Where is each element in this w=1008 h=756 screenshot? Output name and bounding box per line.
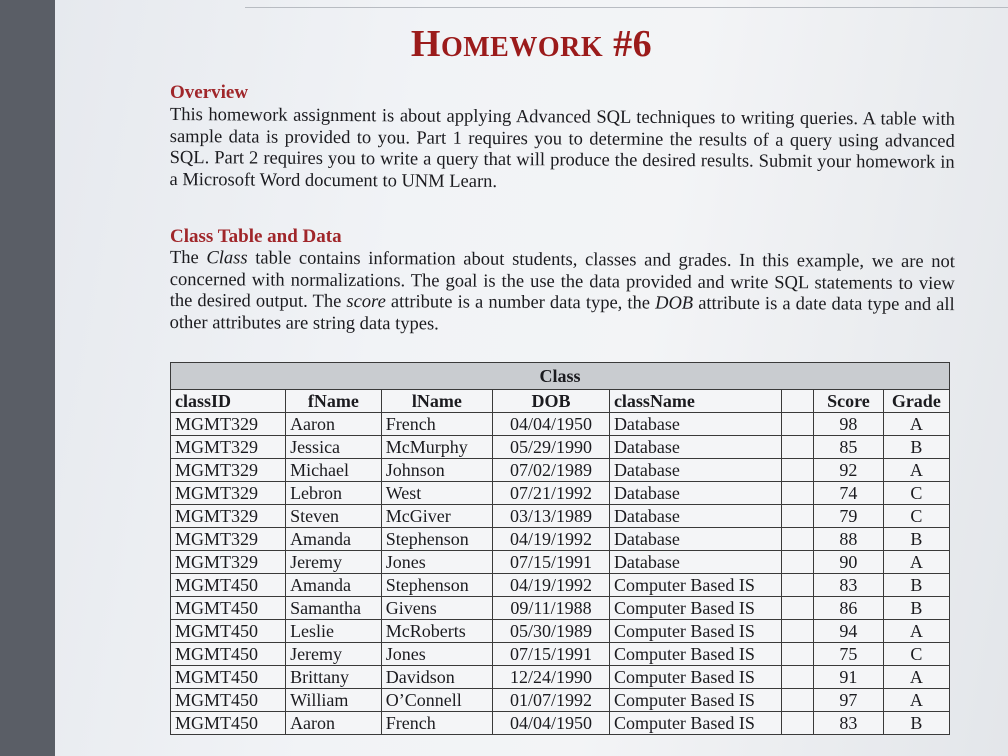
- cell-fname: Aaron: [286, 413, 382, 436]
- cell-dob: 12/24/1990: [493, 666, 610, 689]
- cell-lname: Jones: [381, 643, 492, 666]
- cell-lname: Stephenson: [381, 574, 492, 597]
- cell-classid: MGMT329: [171, 505, 286, 528]
- cell-gap: [782, 666, 814, 689]
- cell-dob: 04/19/1992: [493, 528, 610, 551]
- cell-classname: Database: [609, 459, 781, 482]
- cell-lname: Stephenson: [381, 528, 492, 551]
- cell-dob: 07/02/1989: [493, 459, 610, 482]
- cell-lname: McRoberts: [381, 620, 492, 643]
- cell-classname: Database: [609, 528, 781, 551]
- cell-dob: 05/29/1990: [493, 436, 610, 459]
- cell-lname: Jones: [381, 551, 492, 574]
- header-gap: [782, 390, 814, 413]
- cell-grade: A: [883, 689, 949, 712]
- class-table-heading: Class Table and Data: [170, 226, 342, 247]
- cell-classname: Computer Based IS: [609, 712, 781, 735]
- cell-fname: Amanda: [286, 528, 382, 551]
- cell-lname: French: [381, 413, 492, 436]
- table-body: [171, 413, 950, 735]
- table-row: [171, 574, 950, 597]
- cell-grade: A: [883, 620, 949, 643]
- header-score: Score: [814, 390, 884, 413]
- cell-classid: MGMT450: [171, 574, 286, 597]
- cell-classid: MGMT450: [171, 643, 286, 666]
- cell-score: 74: [814, 482, 884, 505]
- cell-classid: MGMT329: [171, 482, 286, 505]
- cell-grade: B: [883, 712, 949, 735]
- cell-score: 83: [814, 574, 884, 597]
- cell-dob: 04/04/1950: [493, 712, 610, 735]
- cell-dob: 09/11/1988: [493, 597, 610, 620]
- cell-classid: MGMT450: [171, 620, 286, 643]
- cell-classname: Database: [609, 551, 781, 574]
- cell-fname: Michael: [286, 459, 382, 482]
- table-row: [171, 459, 950, 482]
- cell-classid: MGMT329: [171, 528, 286, 551]
- cell-classid: MGMT329: [171, 551, 286, 574]
- cell-lname: Johnson: [381, 459, 492, 482]
- table-row: [171, 482, 950, 505]
- table-row: [171, 597, 950, 620]
- table-row: [171, 528, 950, 551]
- cell-fname: Steven: [286, 505, 382, 528]
- table-banner: Class: [171, 363, 950, 390]
- cell-gap: [782, 436, 814, 459]
- cell-gap: [782, 413, 814, 436]
- cell-classname: Computer Based IS: [609, 620, 781, 643]
- table-row: [171, 712, 950, 735]
- cell-score: 79: [814, 505, 884, 528]
- cell-gap: [782, 712, 814, 735]
- cell-gap: [782, 620, 814, 643]
- cell-lname: McMurphy: [381, 436, 492, 459]
- cell-gap: [782, 689, 814, 712]
- table-row: [171, 643, 950, 666]
- class-table: [170, 362, 950, 735]
- cell-score: 91: [814, 666, 884, 689]
- cell-fname: Brittany: [286, 666, 382, 689]
- cell-classid: MGMT329: [171, 413, 286, 436]
- cell-score: 75: [814, 643, 884, 666]
- header-classname: className: [609, 390, 781, 413]
- title-initial: H: [410, 23, 441, 65]
- top-rule: [245, 7, 1008, 8]
- cell-lname: French: [381, 712, 492, 735]
- cell-classname: Computer Based IS: [609, 597, 781, 620]
- cell-fname: Amanda: [286, 574, 382, 597]
- cell-gap: [782, 505, 814, 528]
- cell-lname: Davidson: [381, 666, 492, 689]
- document-page: [55, 0, 1008, 756]
- cell-dob: 03/13/1989: [493, 505, 610, 528]
- cell-grade: A: [883, 459, 949, 482]
- cell-grade: B: [883, 436, 949, 459]
- header-dob: DOB: [493, 390, 610, 413]
- cell-gap: [782, 643, 814, 666]
- table-row: [171, 551, 950, 574]
- cell-classid: MGMT450: [171, 712, 286, 735]
- cell-classid: MGMT329: [171, 459, 286, 482]
- cell-gap: [782, 459, 814, 482]
- cell-fname: Jeremy: [286, 551, 382, 574]
- header-grade: Grade: [883, 390, 949, 413]
- cell-dob: 07/21/1992: [493, 482, 610, 505]
- cell-dob: 04/19/1992: [493, 574, 610, 597]
- cell-classname: Computer Based IS: [609, 666, 781, 689]
- cell-fname: Jeremy: [286, 643, 382, 666]
- cell-dob: 05/30/1989: [493, 620, 610, 643]
- cell-gap: [782, 551, 814, 574]
- cell-dob: 07/15/1991: [493, 551, 610, 574]
- table-row: [171, 666, 950, 689]
- cell-classname: Database: [609, 413, 781, 436]
- cell-grade: A: [883, 551, 949, 574]
- header-fname: fName: [286, 390, 382, 413]
- class-table-wrapper: [170, 362, 950, 735]
- table-row: [171, 689, 950, 712]
- cell-dob: 04/04/1950: [493, 413, 610, 436]
- overview-heading: Overview: [170, 82, 249, 103]
- cell-grade: B: [883, 528, 949, 551]
- cell-fname: Lebron: [286, 482, 382, 505]
- cell-score: 98: [814, 413, 884, 436]
- cell-grade: C: [883, 505, 949, 528]
- cell-classid: MGMT329: [171, 436, 286, 459]
- cell-lname: West: [381, 482, 492, 505]
- header-classid: classID: [171, 390, 286, 413]
- cell-fname: Samantha: [286, 597, 382, 620]
- title-smallcaps: OMEWORK: [440, 32, 604, 63]
- cell-score: 92: [814, 459, 884, 482]
- cell-score: 83: [814, 712, 884, 735]
- cell-classid: MGMT450: [171, 666, 286, 689]
- header-lname: lName: [381, 390, 492, 413]
- cell-grade: C: [883, 482, 949, 505]
- cell-grade: C: [883, 643, 949, 666]
- table-header-row: [171, 390, 950, 413]
- cell-classid: MGMT450: [171, 597, 286, 620]
- cell-classname: Database: [609, 482, 781, 505]
- cell-lname: McGiver: [381, 505, 492, 528]
- cell-grade: B: [883, 597, 949, 620]
- title-number: #6: [603, 23, 653, 65]
- page-title: [55, 22, 1008, 66]
- cell-dob: 07/15/1991: [493, 643, 610, 666]
- cell-gap: [782, 574, 814, 597]
- table-banner-row: [171, 363, 950, 390]
- cell-gap: [782, 528, 814, 551]
- cell-grade: B: [883, 574, 949, 597]
- cell-grade: A: [883, 666, 949, 689]
- cell-fname: Jessica: [286, 436, 382, 459]
- cell-classname: Database: [609, 436, 781, 459]
- table-row: [171, 436, 950, 459]
- cell-score: 85: [814, 436, 884, 459]
- cell-score: 88: [814, 528, 884, 551]
- overview-paragraph: This homework assignment is about applying Advanced SQL techniques to writing queries. A table with sample data is provided to you. Part 1 requires you to determine the results of a query using advanced SQL. Part 2 requires you to write a query that will produce the desired results. Submit your homework in a Microsoft Word document to UNM Learn.: [169, 105, 955, 192]
- cell-dob: 01/07/1992: [493, 689, 610, 712]
- cell-fname: William: [286, 689, 382, 712]
- cell-lname: Givens: [381, 597, 492, 620]
- cell-classname: Computer Based IS: [609, 574, 781, 597]
- cell-grade: A: [883, 413, 949, 436]
- cell-lname: O’Connell: [381, 689, 492, 712]
- cell-score: 86: [814, 597, 884, 620]
- cell-gap: [782, 597, 814, 620]
- table-row: [171, 505, 950, 528]
- table-row: [171, 413, 950, 436]
- cell-fname: Leslie: [286, 620, 382, 643]
- cell-score: 97: [814, 689, 884, 712]
- cell-classname: Computer Based IS: [609, 689, 781, 712]
- class-table-paragraph: The Class table contains information about students, classes and grades. In this example, we are not concerned with normalizations. The goal is the use the data provided and write SQL statements to view the desired output. The score attribute is a number data type, the DOB attribute is a date data type and all other attributes are string data types.: [169, 248, 955, 334]
- cell-classid: MGMT450: [171, 689, 286, 712]
- cell-gap: [782, 482, 814, 505]
- table-row: [171, 620, 950, 643]
- cell-classname: Computer Based IS: [609, 643, 781, 666]
- cell-score: 94: [814, 620, 884, 643]
- cell-fname: Aaron: [286, 712, 382, 735]
- cell-classname: Database: [609, 505, 781, 528]
- cell-score: 90: [814, 551, 884, 574]
